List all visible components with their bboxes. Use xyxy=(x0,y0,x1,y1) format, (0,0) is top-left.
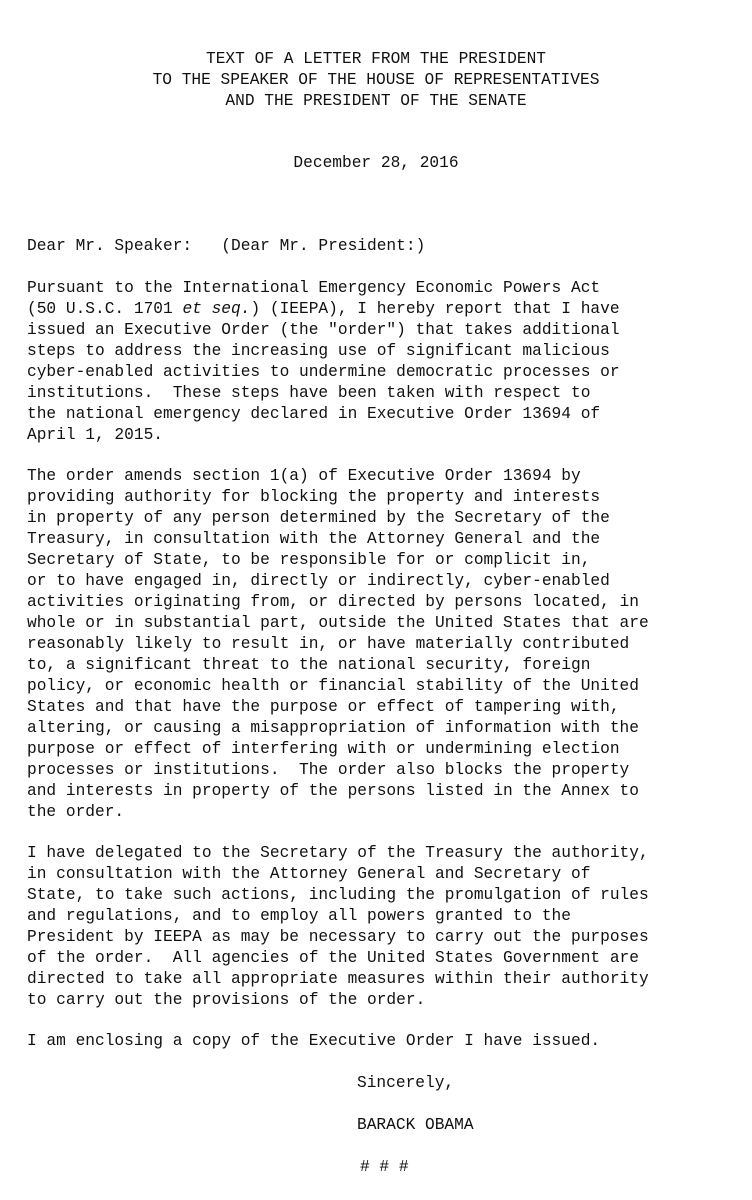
paragraph-2-line: activities originating from, or directed by persons located, in xyxy=(27,593,639,611)
paragraph-2-line: to, a significant threat to the national security, foreign xyxy=(27,656,591,674)
citation-suffix: ) (IEEPA), I hereby report that I have xyxy=(250,300,620,318)
paragraph-2-line: The order amends section 1(a) of Executive Order 13694 by xyxy=(27,467,581,485)
paragraph-3-line: I have delegated to the Secretary of the Treasury the authority, xyxy=(27,844,649,862)
paragraph-3-line: and regulations, and to employ all powers granted to the xyxy=(27,907,571,925)
paragraph-1-line: Pursuant to the International Emergency Economic Powers Act xyxy=(27,279,601,297)
header-title-line-2: TO THE SPEAKER OF THE HOUSE OF REPRESENTATIVES xyxy=(152,71,600,89)
paragraph-2-line: providing authority for blocking the property and interests xyxy=(27,488,601,506)
closing: Sincerely, xyxy=(357,1074,455,1092)
header-title-line-1: TEXT OF A LETTER FROM THE PRESIDENT xyxy=(206,50,546,68)
citation-prefix: (50 U.S.C. 1701 xyxy=(27,300,183,318)
citation-italic: et seq. xyxy=(182,300,251,318)
paragraph-2-line: reasonably likely to result in, or have materially contributed xyxy=(27,635,630,653)
signature-name: BARACK OBAMA xyxy=(357,1116,474,1134)
paragraph-3-line: of the order. All agencies of the United States Government are xyxy=(27,949,639,967)
end-mark: # # # xyxy=(360,1158,409,1176)
paragraph-4-line: I am enclosing a copy of the Executive Order I have issued. xyxy=(27,1032,601,1050)
header-title-line-3: AND THE PRESIDENT OF THE SENATE xyxy=(225,92,527,110)
paragraph-3-line: President by IEEPA as may be necessary to carry out the purposes xyxy=(27,928,649,946)
paragraph-3-line: directed to take all appropriate measures within their authority xyxy=(27,970,649,988)
paragraph-2-line: Secretary of State, to be responsible for or complicit in, xyxy=(27,551,591,569)
salutation: Dear Mr. Speaker: (Dear Mr. President:) xyxy=(27,237,426,255)
paragraph-1-line: April 1, 2015. xyxy=(27,426,163,444)
paragraph-2-line: whole or in substantial part, outside the United States that are xyxy=(27,614,649,632)
paragraph-2-line: Treasury, in consultation with the Attorney General and the xyxy=(27,530,601,548)
paragraph-1-line: issued an Executive Order (the "order") that takes additional xyxy=(27,321,620,339)
paragraph-2-line: the order. xyxy=(27,803,125,821)
paragraph-1-line: institutions. These steps have been taken with respect to xyxy=(27,384,591,402)
paragraph-3-line: State, to take such actions, including the promulgation of rules xyxy=(27,886,649,904)
paragraph-2-line: States and that have the purpose or effect of tampering with, xyxy=(27,698,620,716)
paragraph-2-line: processes or institutions. The order also blocks the property xyxy=(27,761,630,779)
paragraph-1-line: the national emergency declared in Executive Order 13694 of xyxy=(27,405,601,423)
paragraph-2-line: altering, or causing a misappropriation of information with the xyxy=(27,719,639,737)
paragraph-2-line: or to have engaged in, directly or indirectly, cyber-enabled xyxy=(27,572,610,590)
paragraph-3-line: in consultation with the Attorney General and Secretary of xyxy=(27,865,591,883)
paragraph-2-line: purpose or effect of interfering with or undermining election xyxy=(27,740,620,758)
paragraph-2-line: in property of any person determined by the Secretary of the xyxy=(27,509,610,527)
paragraph-1-line: cyber-enabled activities to undermine democratic processes or xyxy=(27,363,620,381)
paragraph-2-line: and interests in property of the persons listed in the Annex to xyxy=(27,782,639,800)
paragraph-3-line: to carry out the provisions of the order. xyxy=(27,991,426,1009)
paragraph-1-line xyxy=(27,299,620,320)
paragraph-2-line: policy, or economic health or financial stability of the United xyxy=(27,677,639,695)
paragraph-1-line: steps to address the increasing use of significant malicious xyxy=(27,342,610,360)
letter-date: December 28, 2016 xyxy=(293,154,459,172)
